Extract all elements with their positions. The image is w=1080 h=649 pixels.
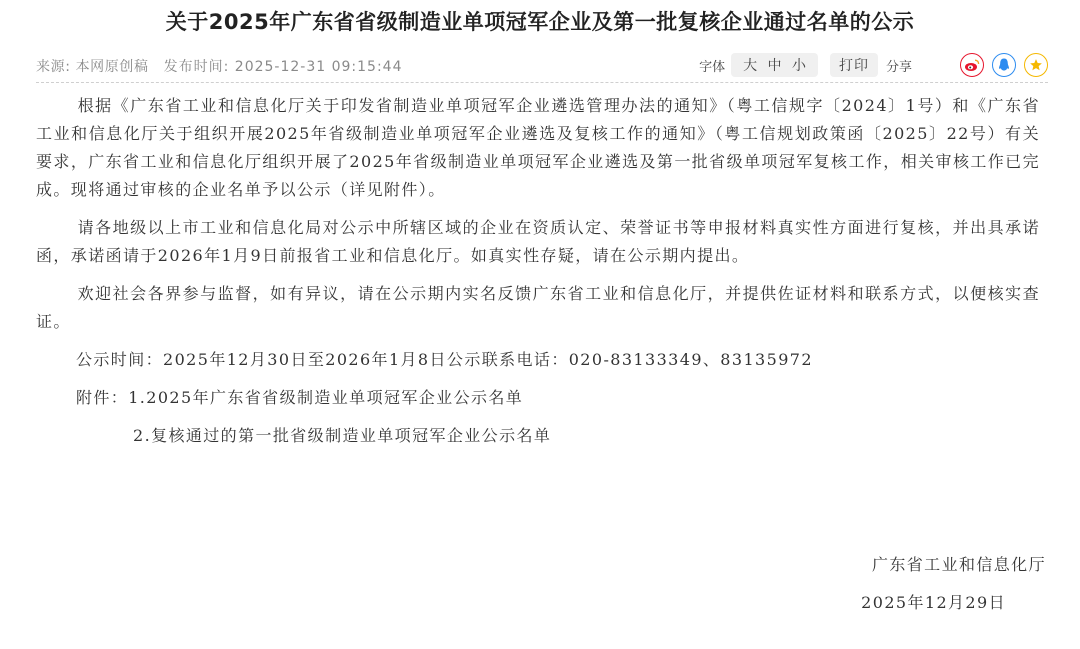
article-body (36, 92, 1040, 450)
article-meta-bar (36, 52, 1048, 83)
paragraph-intro: 根据《广东省工业和信息化厅关于印发省制造业单项冠军企业遴选管理办法的通知》（粤工信规字〔2024〕1号）和《广东省工业和信息化厅关于组织开展2025年省级制造业单项冠军企业遴选及复核工作的通知》（粤工信规划政策函〔2025〕22号）有关要求，广东省工业和信息化厅组织开展了2025年省级制造业单项冠军企业遴选及第一批省级单项冠军复核工作，相关审核工作已完成。现将通过审核的企业名单予以公示（详见附件）。 (36, 96, 1040, 199)
meta-info (36, 56, 403, 76)
attachment-link-1[interactable]: 附件：1.2025年广东省省级制造业单项冠军企业公示名单 (76, 388, 524, 407)
weibo-icon[interactable] (960, 53, 984, 77)
source-label: 来源: 本网原创稿 (36, 59, 149, 75)
font-size-label: 字体 (699, 59, 726, 75)
paragraph-supervision: 欢迎社会各界参与监督，如有异议，请在公示期内实名反馈广东省工业和信息化厅，并提供佐证材料和联系方式，以便核实查证。 (36, 284, 1040, 331)
publicity-period-line: 公示时间：2025年12月30日至2026年1月8日公示联系电话：020-83133349、83135972 (76, 350, 813, 369)
signature-date: 2025年12月29日 (861, 593, 1006, 612)
paragraph-review: 请各地级以上市工业和信息化局对公示中所辖区域的企业在资质认定、荣誉证书等申报材料真实性方面进行复核，并出具承诺函，承诺函请于2026年1月9日前报省工业和信息化厅。如真实性存疑，请在公示期内提出。 (36, 218, 1040, 265)
toolbar (699, 52, 1048, 78)
font-size-medium-button[interactable]: 中 (767, 58, 782, 74)
print-button[interactable]: 打印 (830, 53, 878, 77)
publish-time: 发布时间: 2025-12-31 09:15:44 (163, 59, 403, 75)
font-size-switcher (731, 53, 818, 77)
signature-org: 广东省工业和信息化厅 (871, 555, 1046, 574)
font-size-small-button[interactable]: 小 (791, 58, 806, 74)
share-label: 分享 (885, 59, 912, 75)
attachment-link-2[interactable]: 2.复核通过的第一批省级制造业单项冠军企业公示名单 (133, 426, 552, 445)
star-icon[interactable] (1024, 53, 1048, 77)
font-size-large-button[interactable]: 大 (743, 58, 758, 74)
page-title: 关于2025年广东省省级制造业单项冠军企业及第一批复核企业通过名单的公示 (165, 10, 915, 34)
qq-icon[interactable] (992, 53, 1016, 77)
